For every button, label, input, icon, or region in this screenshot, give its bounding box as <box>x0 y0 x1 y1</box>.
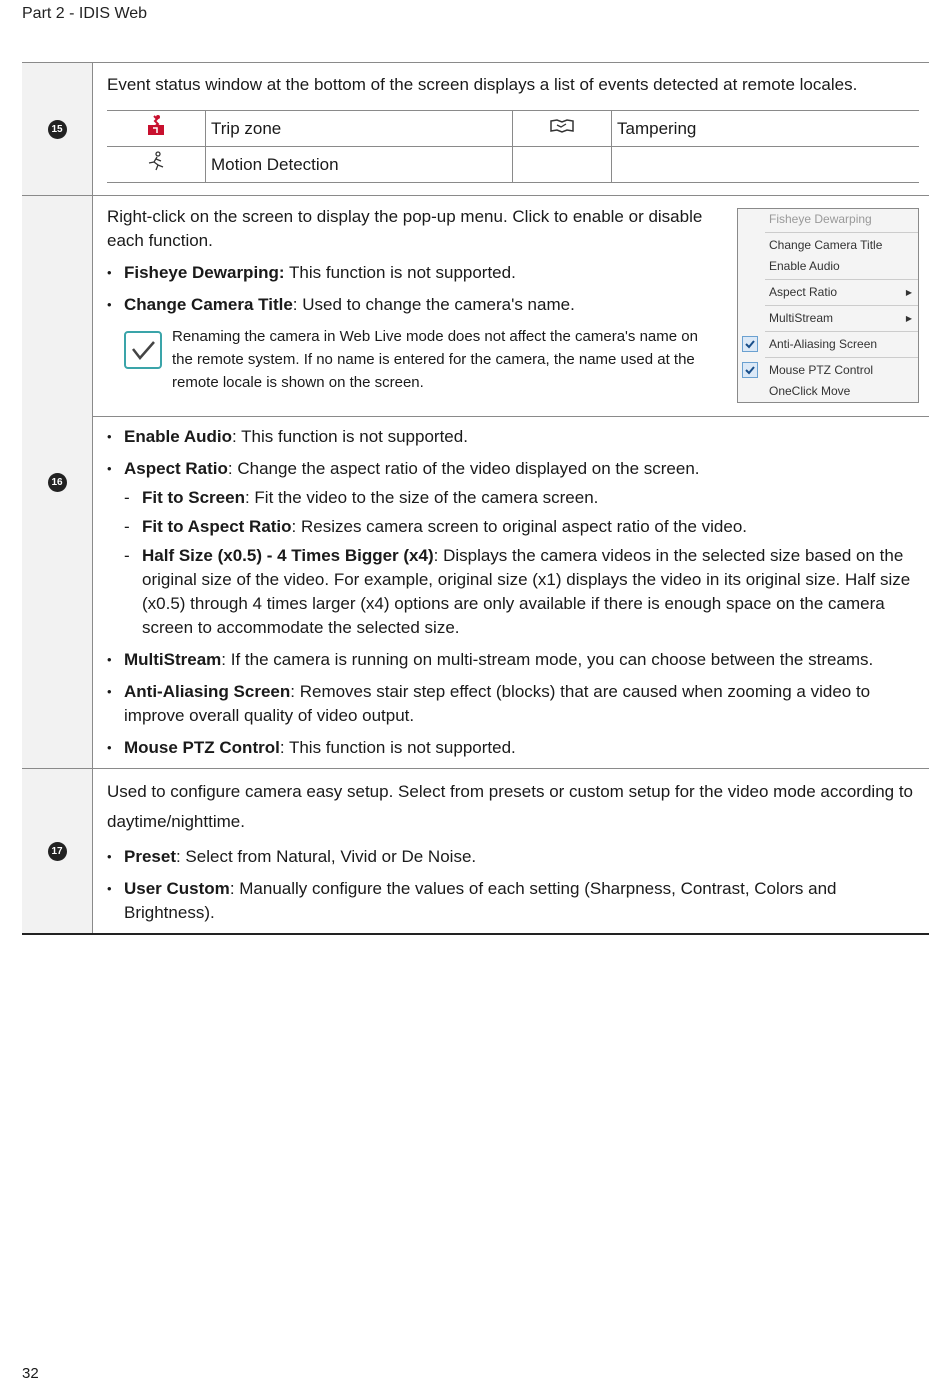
tampering-icon <box>513 111 612 147</box>
item-desc: : Displays the camera videos in the selected size based on the original size of the video. For example, original size (x1) displays the video in its original size. Half size (x0.5) through 4 times larger (x4) options are only available if there is enough space on the camera screen to accommodate the selected size. <box>142 546 911 637</box>
row-number-cell <box>22 63 93 196</box>
item-term: Half Size (x0.5) - 4 Times Bigger (x4) <box>142 546 434 565</box>
menu-item <box>738 282 918 303</box>
item-desc: This function is not supported. <box>284 263 516 282</box>
row-content <box>93 417 930 769</box>
item-term: Preset <box>124 847 176 866</box>
table-row <box>107 147 919 183</box>
row-intro: Event status window at the bottom of the screen displays a list of events detected at remote locales. <box>107 75 858 94</box>
event-label: Trip zone <box>206 111 513 147</box>
item-desc: : Fit the video to the size of the camera screen. <box>244 488 599 507</box>
menu-item: OneClick Move <box>769 384 851 398</box>
table-row <box>22 769 929 935</box>
item-desc: : Removes stair step effect (blocks) that are caused when zooming a video to improve overall quality of video output. <box>124 682 871 725</box>
menu-item <box>738 360 918 381</box>
event-label <box>612 147 920 183</box>
menu-item-label: MultiStream <box>769 311 834 325</box>
item-term: Enable Audio <box>124 427 232 446</box>
row-number-badge: 17 <box>48 842 67 861</box>
item-term: Fisheye Dewarping: <box>124 263 285 282</box>
menu-separator <box>765 331 918 332</box>
row-content <box>93 196 930 417</box>
item-desc: : This function is not supported. <box>232 427 468 446</box>
page-header: Part 2 - IDIS Web <box>22 5 148 22</box>
list-item <box>107 293 707 317</box>
event-label: Motion Detection <box>206 147 513 183</box>
popup-menu-screenshot <box>737 208 919 403</box>
menu-separator <box>765 357 918 358</box>
item-desc: : This function is not supported. <box>279 738 516 757</box>
row-content <box>93 769 930 935</box>
trip-zone-icon <box>107 111 206 147</box>
menu-item: Fisheye Dewarping <box>769 212 872 226</box>
row-intro: Used to configure camera easy setup. Select from presets or custom setup for the video mode according to daytime/nighttime. <box>107 782 914 831</box>
list-item <box>107 457 919 481</box>
menu-item <box>738 308 918 329</box>
list-item <box>107 425 919 449</box>
submenu-arrow-icon: ▶ <box>905 314 912 323</box>
table-row <box>107 111 919 147</box>
note-text: Renaming the camera in Web Live mode does not affect the camera's name on the remote system. If no name is entered for the camera, the name used at the remote locale is shown on the screen. <box>172 328 698 391</box>
table-row <box>22 417 929 769</box>
list-item <box>107 680 919 728</box>
menu-item: Enable Audio <box>769 259 840 273</box>
note-box <box>107 325 707 394</box>
page-number: 32 <box>22 1365 39 1382</box>
item-term: Anti-Aliasing Screen <box>124 682 291 701</box>
list-item <box>107 877 919 925</box>
list-item <box>107 648 919 672</box>
item-desc: : Resizes camera screen to original aspect ratio of the video. <box>291 517 747 536</box>
row-content <box>93 63 930 196</box>
row-number-badge: 15 <box>48 120 67 139</box>
note-check-icon <box>124 331 162 369</box>
menu-item-label: Aspect Ratio <box>769 285 838 299</box>
menu-item: Change Camera Title <box>769 238 883 252</box>
row-number-cell <box>22 196 93 769</box>
item-term: Change Camera Title <box>124 295 293 314</box>
item-desc: : Change the aspect ratio of the video displayed on the screen. <box>227 459 700 478</box>
motion-detection-icon <box>107 147 206 183</box>
item-term: Fit to Screen <box>142 488 245 507</box>
event-icon-table <box>107 110 919 183</box>
item-desc: : If the camera is running on multi-stream mode, you can choose between the streams. <box>221 650 874 669</box>
sub-list-item <box>107 515 919 539</box>
row-number-cell <box>22 769 93 935</box>
table-row <box>22 63 929 196</box>
item-term: Fit to Aspect Ratio <box>142 517 292 536</box>
item-desc: : Select from Natural, Vivid or De Noise. <box>175 847 477 866</box>
item-term: MultiStream <box>124 650 222 669</box>
list-item <box>107 845 919 869</box>
row-number-badge: 16 <box>48 473 67 492</box>
checkmark-icon <box>742 362 758 378</box>
sub-list-item <box>107 486 919 510</box>
menu-separator <box>765 305 918 306</box>
checkmark-icon <box>742 336 758 352</box>
menu-item-label: Anti-Aliasing Screen <box>769 337 878 351</box>
sub-list-item <box>107 544 919 640</box>
item-term: Mouse PTZ Control <box>124 738 280 757</box>
menu-item <box>738 334 918 355</box>
feature-table <box>22 62 929 935</box>
item-desc: : Manually configure the values of each setting (Sharpness, Contrast, Colors and Brightness). <box>124 879 837 922</box>
list-item <box>107 736 919 760</box>
item-term: User Custom <box>124 879 230 898</box>
table-row <box>22 196 929 417</box>
menu-separator <box>765 232 918 233</box>
menu-item-label: Mouse PTZ Control <box>769 363 874 377</box>
item-term: Aspect Ratio <box>124 459 228 478</box>
row-intro: Right-click on the screen to display the pop-up menu. Click to enable or disable each function. <box>107 207 703 250</box>
item-desc: : Used to change the camera's name. <box>292 295 575 314</box>
event-label: Tampering <box>612 111 920 147</box>
empty-icon-cell <box>513 147 612 183</box>
list-item <box>107 261 707 285</box>
submenu-arrow-icon: ▶ <box>905 288 912 297</box>
menu-separator <box>765 279 918 280</box>
